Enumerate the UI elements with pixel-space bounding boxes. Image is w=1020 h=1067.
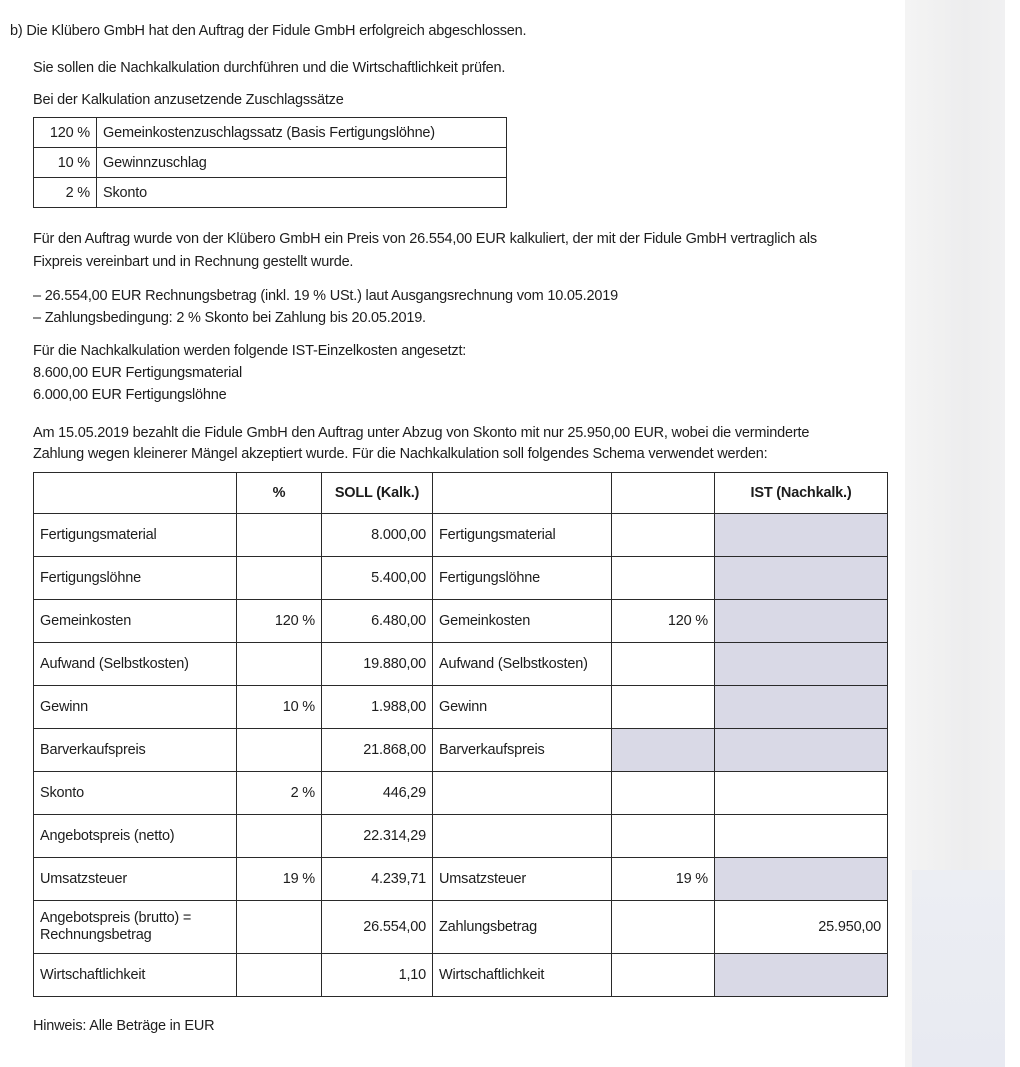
- table-row: [34, 514, 888, 557]
- header-ist-label: [433, 473, 612, 514]
- soll-label: Gemeinkosten: [34, 600, 237, 643]
- rate-label: Gewinnzuschlag: [97, 148, 507, 178]
- ist-label: Wirtschaftlichkeit: [433, 954, 612, 997]
- ist-value: 25.950,00: [715, 901, 888, 954]
- ist-value: [715, 815, 888, 858]
- ist-value-input[interactable]: [715, 729, 888, 772]
- price-paragraph-line2: Fixpreis vereinbart und in Rechnung gestellt wurde.: [33, 254, 354, 270]
- ist-label: Gemeinkosten: [433, 600, 612, 643]
- table-row: [34, 729, 888, 772]
- ist-heading: Für die Nachkalkulation werden folgende IST-Einzelkosten angesetzt:: [33, 343, 467, 359]
- rates-table: [33, 117, 507, 208]
- soll-value: 4.239,71: [322, 858, 433, 901]
- page-edge-strip-lower: [912, 870, 1005, 1067]
- ist-pct: [612, 643, 715, 686]
- soll-value: 446,29: [322, 772, 433, 815]
- ist-pct: [612, 686, 715, 729]
- ist-label: Gewinn: [433, 686, 612, 729]
- header-label: [34, 473, 237, 514]
- ist-loehne: 6.000,00 EUR Fertigungslöhne: [33, 387, 227, 403]
- soll-label: Wirtschaftlichkeit: [34, 954, 237, 997]
- ist-value-input[interactable]: [715, 557, 888, 600]
- ist-pct: 19 %: [612, 858, 715, 901]
- price-paragraph-line1: Für den Auftrag wurde von der Klübero GmbH ein Preis von 26.554,00 EUR kalkuliert, der mit der Fidule GmbH vertraglich als: [33, 231, 817, 247]
- soll-value: 21.868,00: [322, 729, 433, 772]
- soll-label: Fertigungslöhne: [34, 557, 237, 600]
- header-ist: IST (Nachkalk.): [715, 473, 888, 514]
- rates-row: [34, 118, 507, 148]
- ist-material: 8.600,00 EUR Fertigungsmaterial: [33, 365, 242, 381]
- task-instruction: Sie sollen die Nachkalkulation durchführen und die Wirtschaftlichkeit prüfen.: [33, 60, 506, 76]
- ist-pct: [612, 954, 715, 997]
- soll-label: Gewinn: [34, 686, 237, 729]
- soll-value: 6.480,00: [322, 600, 433, 643]
- table-row: [34, 600, 888, 643]
- soll-value: 22.314,29: [322, 815, 433, 858]
- rate-label: Gemeinkostenzuschlagssatz (Basis Fertigungslöhne): [97, 118, 507, 148]
- soll-pct: [237, 514, 322, 557]
- ist-label: Fertigungslöhne: [433, 557, 612, 600]
- table-row: [34, 772, 888, 815]
- ist-pct: 120 %: [612, 600, 715, 643]
- table-row: [34, 643, 888, 686]
- rates-heading: Bei der Kalkulation anzusetzende Zuschlagssätze: [33, 92, 344, 108]
- soll-value: 1.988,00: [322, 686, 433, 729]
- soll-label: Barverkaufspreis: [34, 729, 237, 772]
- table-row: [34, 557, 888, 600]
- soll-label: Umsatzsteuer: [34, 858, 237, 901]
- table-row: [34, 815, 888, 858]
- rates-row: [34, 148, 507, 178]
- payment-paragraph-line1: Am 15.05.2019 bezahlt die Fidule GmbH den Auftrag unter Abzug von Skonto mit nur 25.950,00 EUR, wobei die verminderte: [33, 425, 810, 441]
- soll-label: Aufwand (Selbstkosten): [34, 643, 237, 686]
- ist-value: [715, 772, 888, 815]
- ist-pct: [612, 901, 715, 954]
- header-soll-pct: %: [237, 473, 322, 514]
- table-row: [34, 686, 888, 729]
- rates-row: [34, 178, 507, 208]
- table-header-row: [34, 473, 888, 514]
- rate-pct: 10 %: [34, 148, 97, 178]
- ist-pct-input[interactable]: [612, 729, 715, 772]
- footer-note: Hinweis: Alle Beträge in EUR: [33, 1018, 215, 1034]
- bullet-invoice: – 26.554,00 EUR Rechnungsbetrag (inkl. 19 % USt.) laut Ausgangsrechnung vom 10.05.2019: [33, 288, 618, 304]
- header-ist-pct: [612, 473, 715, 514]
- soll-label: Angebotspreis (netto): [34, 815, 237, 858]
- soll-value: 26.554,00: [322, 901, 433, 954]
- ist-value-input[interactable]: [715, 600, 888, 643]
- ist-value-input[interactable]: [715, 686, 888, 729]
- soll-value: 5.400,00: [322, 557, 433, 600]
- ist-label: Fertigungsmaterial: [433, 514, 612, 557]
- ist-label: Umsatzsteuer: [433, 858, 612, 901]
- soll-label: [34, 901, 237, 954]
- ist-label: [433, 815, 612, 858]
- task-intro: [10, 22, 526, 40]
- soll-pct: [237, 815, 322, 858]
- soll-value: 8.000,00: [322, 514, 433, 557]
- ist-value-input[interactable]: [715, 954, 888, 997]
- soll-value: 1,10: [322, 954, 433, 997]
- rate-label: Skonto: [97, 178, 507, 208]
- soll-pct: [237, 643, 322, 686]
- soll-label-line2: Rechnungsbetrag: [40, 927, 152, 943]
- ist-label: [433, 772, 612, 815]
- ist-value-input[interactable]: [715, 858, 888, 901]
- ist-pct: [612, 815, 715, 858]
- soll-pct: 19 %: [237, 858, 322, 901]
- soll-label: Skonto: [34, 772, 237, 815]
- ist-label: Barverkaufspreis: [433, 729, 612, 772]
- calculation-table: [33, 472, 888, 997]
- soll-value: 19.880,00: [322, 643, 433, 686]
- ist-value-input[interactable]: [715, 514, 888, 557]
- payment-paragraph-line2: Zahlung wegen kleinerer Mängel akzeptiert wurde. Für die Nachkalkulation soll folgendes Schema verwendet werden:: [33, 446, 768, 462]
- rate-pct: 120 %: [34, 118, 97, 148]
- soll-pct: 2 %: [237, 772, 322, 815]
- ist-pct: [612, 557, 715, 600]
- task-intro-text: Die Klübero GmbH hat den Auftrag der Fidule GmbH erfolgreich abgeschlossen.: [26, 23, 527, 39]
- soll-pct: [237, 954, 322, 997]
- table-row: [34, 901, 888, 954]
- soll-pct: [237, 729, 322, 772]
- ist-label: Aufwand (Selbstkosten): [433, 643, 612, 686]
- ist-pct: [612, 514, 715, 557]
- soll-pct: [237, 557, 322, 600]
- table-row: [34, 858, 888, 901]
- rate-pct: 2 %: [34, 178, 97, 208]
- task-label: b): [10, 23, 23, 39]
- soll-pct: 120 %: [237, 600, 322, 643]
- bullet-payment-terms: – Zahlungsbedingung: 2 % Skonto bei Zahlung bis 20.05.2019.: [33, 310, 426, 326]
- ist-pct: [612, 772, 715, 815]
- ist-value-input[interactable]: [715, 643, 888, 686]
- soll-pct: 10 %: [237, 686, 322, 729]
- ist-label: Zahlungsbetrag: [433, 901, 612, 954]
- soll-label-line1: Angebotspreis (brutto) =: [40, 910, 192, 926]
- header-soll: SOLL (Kalk.): [322, 473, 433, 514]
- soll-label: Fertigungsmaterial: [34, 514, 237, 557]
- soll-pct: [237, 901, 322, 954]
- table-row: [34, 954, 888, 997]
